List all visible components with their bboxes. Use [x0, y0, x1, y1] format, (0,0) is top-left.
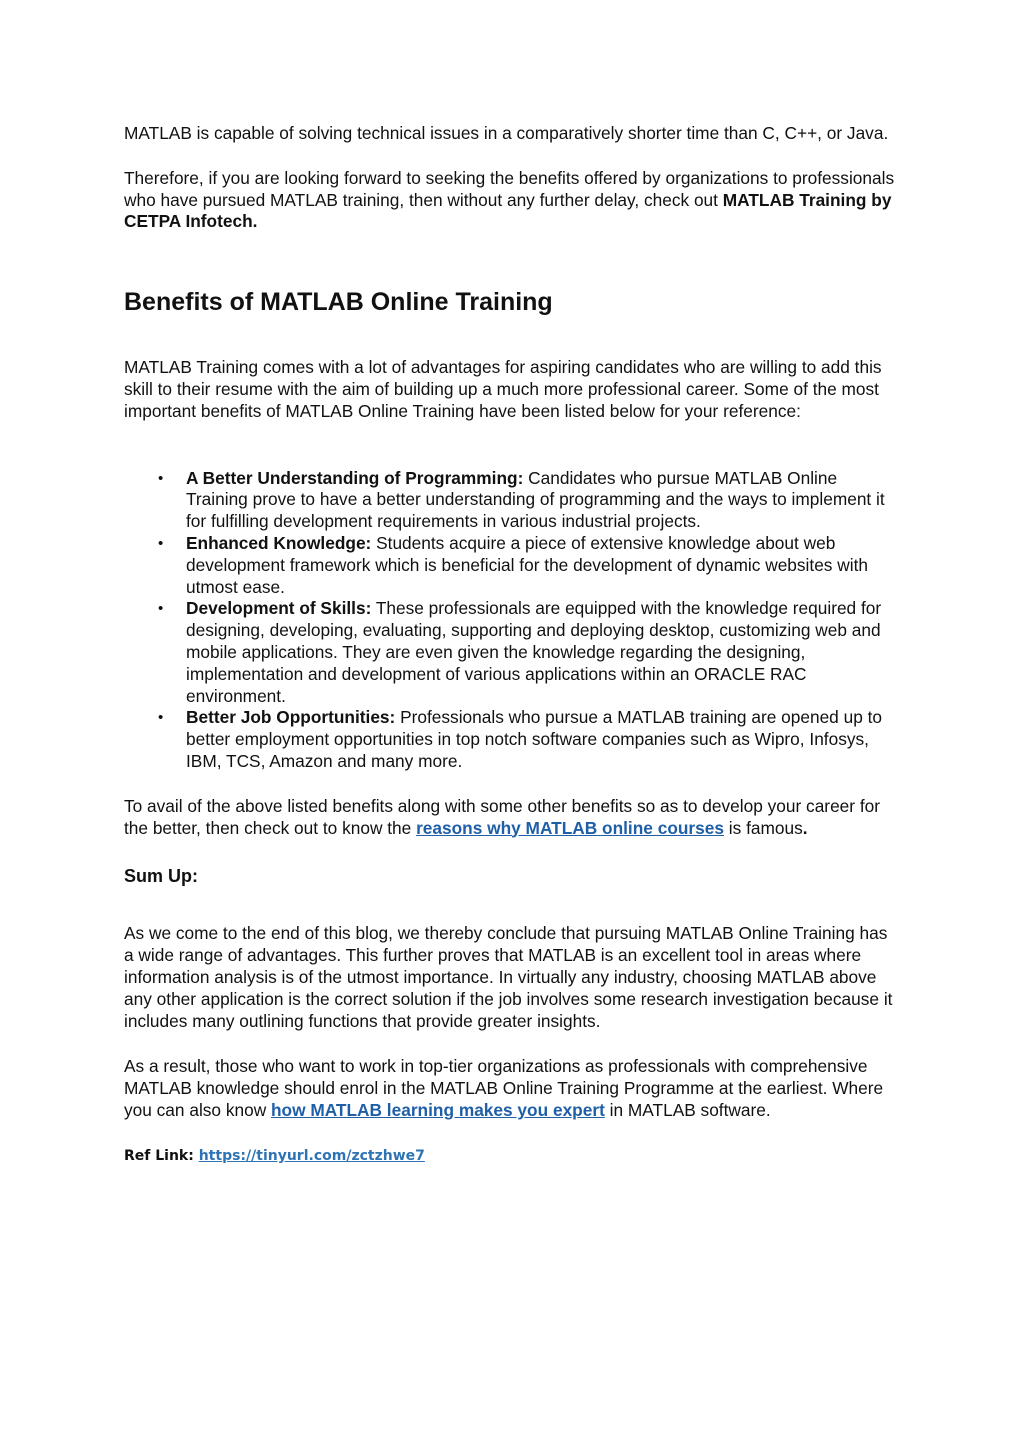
ref-link[interactable]: https://tinyurl.com/zctzhwe7 — [198, 1147, 425, 1164]
ref-line — [124, 1147, 899, 1165]
list-item-title: Enhanced Knowledge: — [186, 532, 372, 553]
benefits-heading: Benefits of MATLAB Online Training — [124, 288, 553, 317]
benefits-intro: MATLAB Training comes with a lot of advantages for aspiring candidates who are willing to add this skill to their resume with the aim of building up a much more professional career. Some of the most important benefits of MATLAB Online Training have been listed below for your reference: — [124, 357, 882, 421]
list-item-title: A Better Understanding of Programming: — [186, 467, 524, 488]
document-page — [124, 123, 899, 1165]
bullet-icon: • — [158, 469, 164, 487]
bullet-icon: • — [158, 600, 164, 618]
benefits-list — [124, 468, 899, 773]
list-item-text: Students acquire a piece of extensive knowledge about web development framework which is beneficial for the development of dynamic websites with utmost ease. — [186, 532, 868, 597]
avail-period: . — [802, 817, 808, 838]
list-item-text: These professionals are equipped with the knowledge required for designing, developing, evaluating, supporting and deploying desktop, customizing web and mobile applications. They are even given the knowledge regarding the designing, implementation and development of various applications within an ORACLE RAC environment. — [186, 598, 882, 706]
intro-paragraph-2-text: Therefore, if you are looking forward to seeking the benefits offered by organizations to professionals who have pursued MATLAB training, then without any further delay, check out — [124, 167, 895, 210]
reasons-matlab-courses-link[interactable]: reasons why MATLAB online courses — [416, 817, 724, 838]
matlab-expert-link[interactable]: how MATLAB learning makes you expert — [270, 1099, 605, 1120]
list-item — [158, 467, 899, 533]
list-item — [158, 532, 899, 598]
list-item — [158, 707, 899, 772]
sumup-paragraph-2 — [124, 1056, 899, 1121]
list-item-title: Better Job Opportunities: — [186, 707, 396, 728]
bullet-icon: • — [158, 534, 164, 552]
intro-paragraph-2 — [124, 168, 899, 233]
bullet-icon: • — [158, 709, 164, 727]
avail-text-before: To avail of the above listed benefits along with some other benefits so as to develop your career for the better, then check out to know the — [124, 795, 881, 838]
list-item-title: Development of Skills: — [186, 598, 372, 619]
intro-paragraph-2-bold: MATLAB Training by CETPA Infotech. — [124, 189, 892, 232]
sumup-paragraph-1: As we come to the end of this blog, we thereby conclude that pursuing MATLAB Online Training has a wide range of advantages. This further proves that MATLAB is an excellent tool in areas where information analysis is of the utmost importance. In virtually any industry, choosing MATLAB above any other application is the correct solution if the job involves some research investigation because it includes many outlining functions that provide greater insights. — [124, 923, 893, 1031]
ref-label: Ref Link: — [124, 1147, 199, 1164]
sumup-text-after: in MATLAB software. — [604, 1099, 771, 1120]
sumup-heading: Sum Up: — [124, 866, 198, 887]
list-item — [158, 598, 899, 707]
avail-paragraph — [124, 796, 899, 840]
avail-text-after: is famous — [724, 817, 803, 838]
intro-paragraph-1: MATLAB is capable of solving technical issues in a comparatively shorter time than C, C++, or Java. — [124, 123, 889, 143]
list-item-text: Professionals who pursue a MATLAB training are opened up to better employment opportunities in top notch software companies such as Wipro, Infosys, IBM, TCS, Amazon and many more. — [186, 707, 883, 771]
list-item-text: Candidates who pursue MATLAB Online Training prove to have a better understanding of programming and the ways to implement it for fulfilling development requirements in various industrial projects. — [186, 467, 885, 532]
sumup-text-before: As a result, those who want to work in top-tier organizations as professionals with comprehensive MATLAB knowledge should enrol in the MATLAB Online Training Programme at the earliest. Where you can also know — [124, 1056, 884, 1120]
